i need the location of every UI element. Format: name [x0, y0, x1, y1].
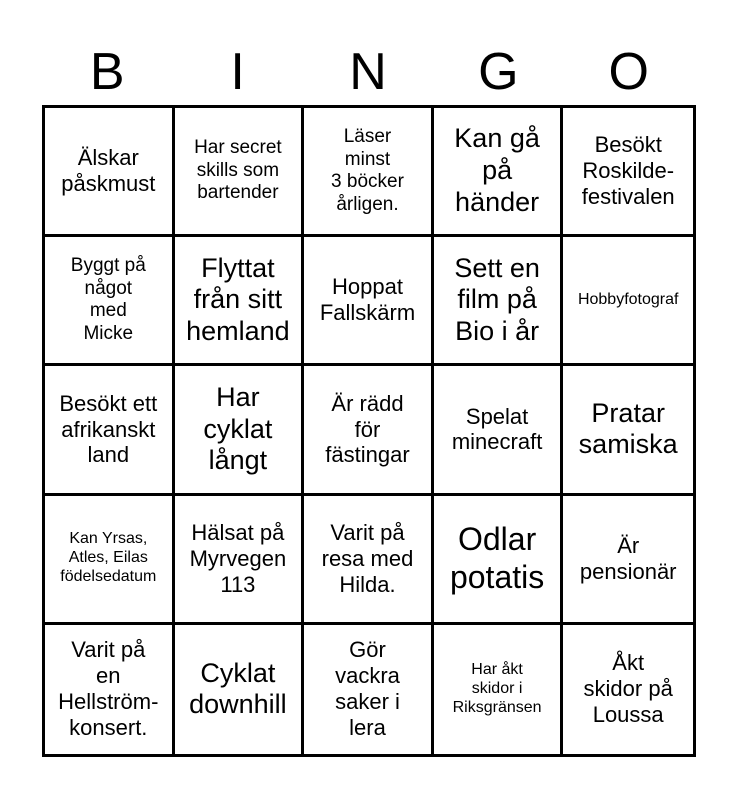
bingo-cell[interactable]: Har åkt skidor i Riksgränsen	[434, 625, 564, 754]
bingo-cell[interactable]: Läser minst 3 böcker årligen.	[304, 108, 434, 237]
bingo-header	[42, 38, 694, 106]
bingo-cell[interactable]: Har cyklat långt	[175, 366, 305, 495]
bingo-cell[interactable]: Besökt ett afrikanskt land	[45, 366, 175, 495]
bingo-cell[interactable]: Flyttat från sitt hemland	[175, 237, 305, 366]
bingo-cell[interactable]: Spelat minecraft	[434, 366, 564, 495]
bingo-cell[interactable]: Kan gå på händer	[434, 108, 564, 237]
bingo-grid	[42, 105, 696, 757]
bingo-cell[interactable]: Cyklat downhill	[175, 625, 305, 754]
bingo-cell[interactable]: Hobbyfotograf	[563, 237, 693, 366]
bingo-cell[interactable]: Varit på resa med Hilda.	[304, 496, 434, 625]
header-letter-b: B	[89, 43, 125, 101]
header-letter-i: I	[230, 43, 245, 101]
header-letter-n: N	[349, 43, 387, 101]
bingo-cell[interactable]: Hälsat på Myrvegen 113	[175, 496, 305, 625]
bingo-cell[interactable]: Kan Yrsas, Atles, Eilas födelsedatum	[45, 496, 175, 625]
header-letter-o: O	[608, 43, 649, 101]
bingo-cell[interactable]: Besökt Roskilde- festivalen	[563, 108, 693, 237]
bingo-cell[interactable]: Åkt skidor på Loussa	[583, 650, 673, 728]
bingo-cell[interactable]: Är pensionär	[563, 496, 693, 625]
bingo-cell[interactable]: Har secret skills som bartender	[175, 108, 305, 237]
bingo-cell[interactable]: Pratar samiska	[563, 366, 693, 495]
bingo-cell[interactable]: Varit på en Hellström- konsert.	[45, 625, 175, 754]
header-letter-g: G	[478, 43, 519, 101]
bingo-cell[interactable]: Gör vackra saker i lera	[304, 625, 434, 754]
bingo-cell[interactable]: Sett en film på Bio i år	[434, 237, 564, 366]
bingo-cell[interactable]: Hoppat Fallskärm	[304, 237, 434, 366]
bingo-cell[interactable]: Är rädd för fästingar	[304, 366, 434, 495]
bingo-cell[interactable]: Odlar potatis	[434, 496, 564, 625]
bingo-cell[interactable]: Älskar påskmust	[45, 108, 175, 237]
bingo-cell[interactable]: Byggt på något med Micke	[45, 237, 175, 366]
